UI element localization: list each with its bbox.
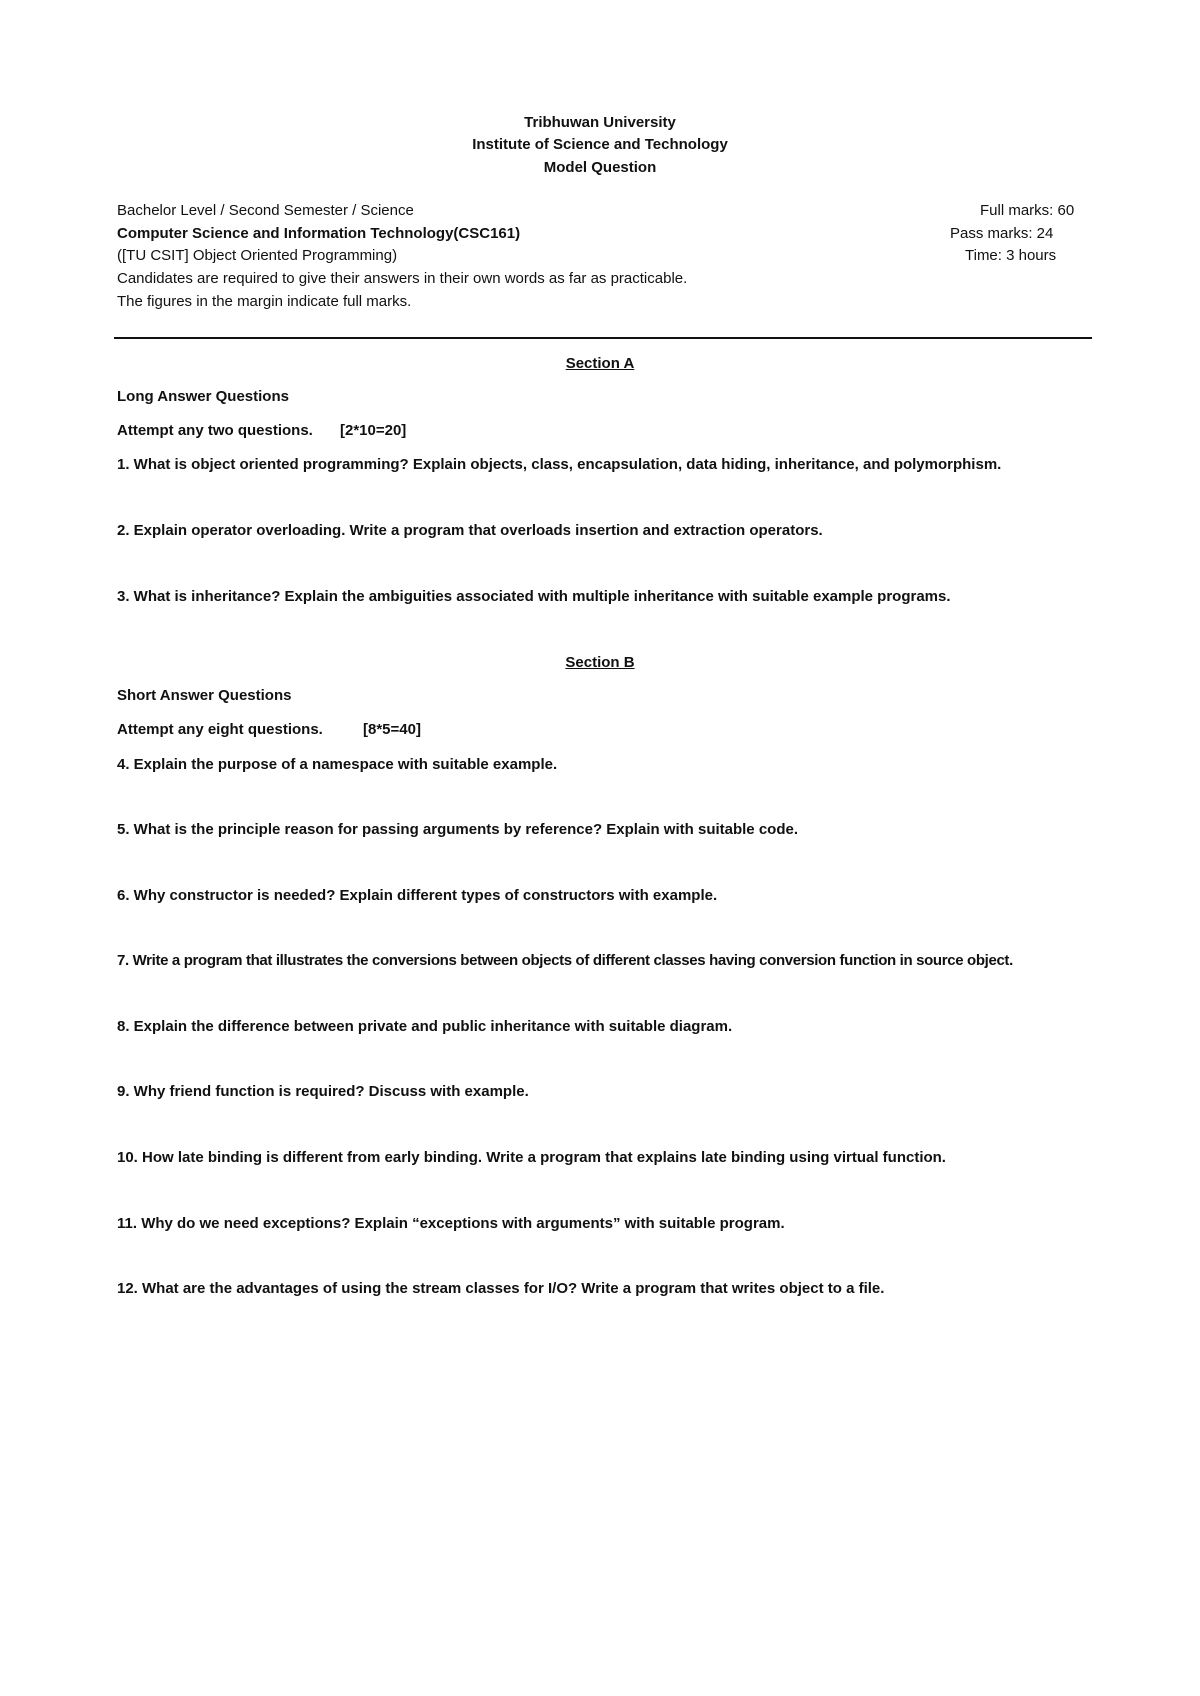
question-item: 2. Explain operator overloading. Write a program that overloads insertion and extraction operators. (117, 522, 823, 539)
header-divider (114, 337, 1092, 339)
document-type: Model Question (543, 159, 657, 176)
pass-marks: Pass marks: 24 (950, 225, 1054, 242)
question-item: 10. How late binding is different from early binding. Write a program that explains late binding using virtual function. (117, 1149, 946, 1166)
question-item: 5. What is the principle reason for passing arguments by reference? Explain with suitable code. (117, 821, 798, 838)
instruction-line-2: The figures in the margin indicate full marks. (117, 293, 412, 310)
section-a-title: Section A (565, 355, 635, 372)
instruction-line-1: Candidates are required to give their answers in their own words as far as practicable. (117, 270, 688, 287)
question-item: 3. What is inheritance? Explain the ambiguities associated with multiple inheritance with suitable example programs. (117, 588, 951, 605)
question-item: 11. Why do we need exceptions? Explain “exceptions with arguments” with suitable program. (117, 1215, 785, 1232)
time-allowed: Time: 3 hours (965, 247, 1057, 264)
full-marks: Full marks: 60 (980, 202, 1075, 219)
section-b-subtitle: Short Answer Questions (117, 687, 292, 704)
subject-line: ([TU CSIT] Object Oriented Programming) (117, 247, 398, 264)
section-b-marks: [8*5=40] (363, 721, 421, 738)
question-item: 8. Explain the difference between private and public inheritance with suitable diagram. (117, 1018, 733, 1035)
question-item: 1. What is object oriented programming? Explain objects, class, encapsulation, data hiding, inheritance, and polymorphism. (117, 456, 1002, 473)
institute-name: Institute of Science and Technology (472, 136, 728, 153)
question-item: 12. What are the advantages of using the stream classes for I/O? Write a program that writes object to a file. (117, 1280, 885, 1297)
section-b-attempt: Attempt any eight questions. (117, 721, 323, 738)
question-item: 9. Why friend function is required? Discuss with example. (117, 1083, 529, 1100)
level-line: Bachelor Level / Second Semester / Science (117, 202, 414, 219)
question-item: 4. Explain the purpose of a namespace with suitable example. (117, 756, 558, 773)
section-a-marks: [2*10=20] (340, 422, 407, 439)
section-a-attempt: Attempt any two questions. (117, 422, 313, 439)
course-line: Computer Science and Information Technology(CSC161) (117, 225, 521, 242)
section-a-subtitle: Long Answer Questions (117, 388, 289, 405)
question-item: 6. Why constructor is needed? Explain different types of constructors with example. (117, 887, 718, 904)
question-item: 7. Write a program that illustrates the conversions between objects of different classes having conversion function in source object. (117, 952, 1013, 969)
university-name: Tribhuwan University (524, 114, 676, 131)
section-b-title: Section B (565, 654, 635, 671)
